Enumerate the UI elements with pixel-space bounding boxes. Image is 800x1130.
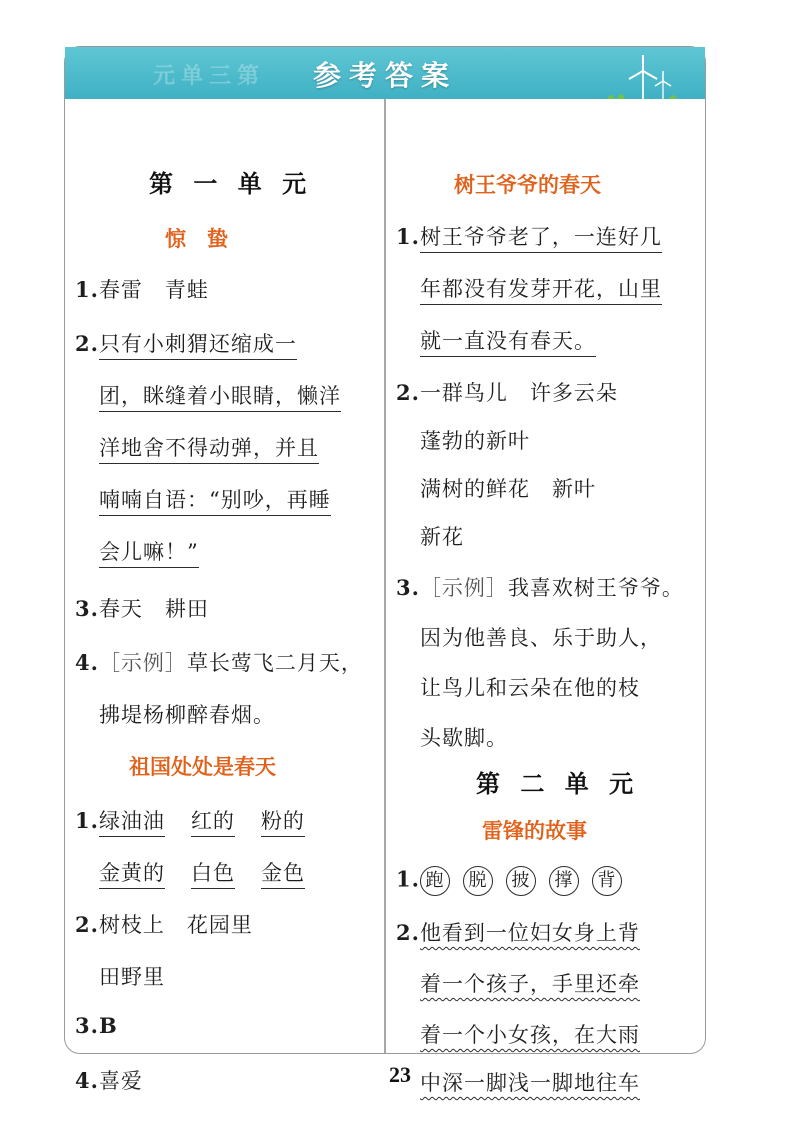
lesson-title: 祖国处处是春天 [129,755,276,779]
answer-line: 洋地舍不得动弹，并且 [99,432,319,462]
answer-line: 头歇脚。 [420,726,508,750]
header-banner [65,47,705,99]
question-3: 3.［示例］我喜欢树王爷爷。 [396,575,684,600]
question-2: 2.一群鸟儿 许多云朵 [396,380,618,405]
windmill-icon [603,51,683,99]
column-divider [384,99,386,1053]
answer-line: 蓬勃的新叶 [420,429,530,453]
answer-line: 喃喃自语：“别吵，再睡 [99,484,331,514]
unit-title: 第 一 单 元 [149,170,313,198]
answer-line: 会儿嘛！” [99,536,199,566]
circled-char: 撑 [549,866,579,896]
question-2: 2.他看到一位妇女身上背 [396,920,640,945]
page-number: 23 [389,1062,411,1087]
question-3: 3.B [75,1013,118,1038]
answer-line: 年都没有发芽开花，山里 [420,273,662,303]
answer-line: 就一直没有春天。 [420,325,596,355]
answer-line: 拂堤杨柳醉春烟。 [99,703,275,727]
question-2: 2.只有小刺猬还缩成一 [75,328,297,358]
question-4: 4.喜爱 [75,1068,143,1093]
question-2: 2.树枝上 花园里 [75,912,253,937]
answer-line: 金黄的 白色 金色 [99,857,305,887]
answer-line: 田野里 [99,965,165,989]
answer-line: 新花 [420,525,464,549]
banner-ghost-text: 元单三第 [153,64,266,89]
answer-line: 中深一脚浅一脚地往车 [420,1071,640,1095]
answer-line: 满树的鲜花 新叶 [420,477,596,501]
circled-char: 脱 [463,866,493,896]
question-4: 4.［示例］草长莺飞二月天， [75,650,363,675]
answer-line: 只有小刺猬还缩成一 [99,332,297,360]
answer-line: 着一个孩子，手里还牵 [420,972,640,996]
answer-line: 团，眯缝着小眼睛，懒洋 [99,380,341,410]
answer-line: 因为他善良、乐于助人， [420,626,662,650]
question-1: 1. 跑 脱 披 撑 背 [396,866,635,896]
page-title: 参考答案 [312,59,457,92]
lesson-title: 树王爷爷的春天 [454,173,601,197]
circled-char: 跑 [420,866,450,896]
answer-line: 着一个小女孩，在大雨 [420,1023,640,1047]
answer-line: 让鸟儿和云朵在他的枝 [420,676,640,700]
circled-char: 披 [506,866,536,896]
unit-title: 第 二 单 元 [476,770,640,798]
circled-char: 背 [592,866,622,896]
lesson-title: 惊 蛰 [165,227,228,251]
question-1: 1.春雷 青蛙 [75,277,209,302]
question-3: 3.春天 耕田 [75,596,209,621]
question-1: 1.树王爷爷老了，一连好几 [396,221,662,251]
lesson-title: 雷锋的故事 [482,819,587,843]
question-1: 1.绿油油 红的 粉的 [75,805,305,835]
